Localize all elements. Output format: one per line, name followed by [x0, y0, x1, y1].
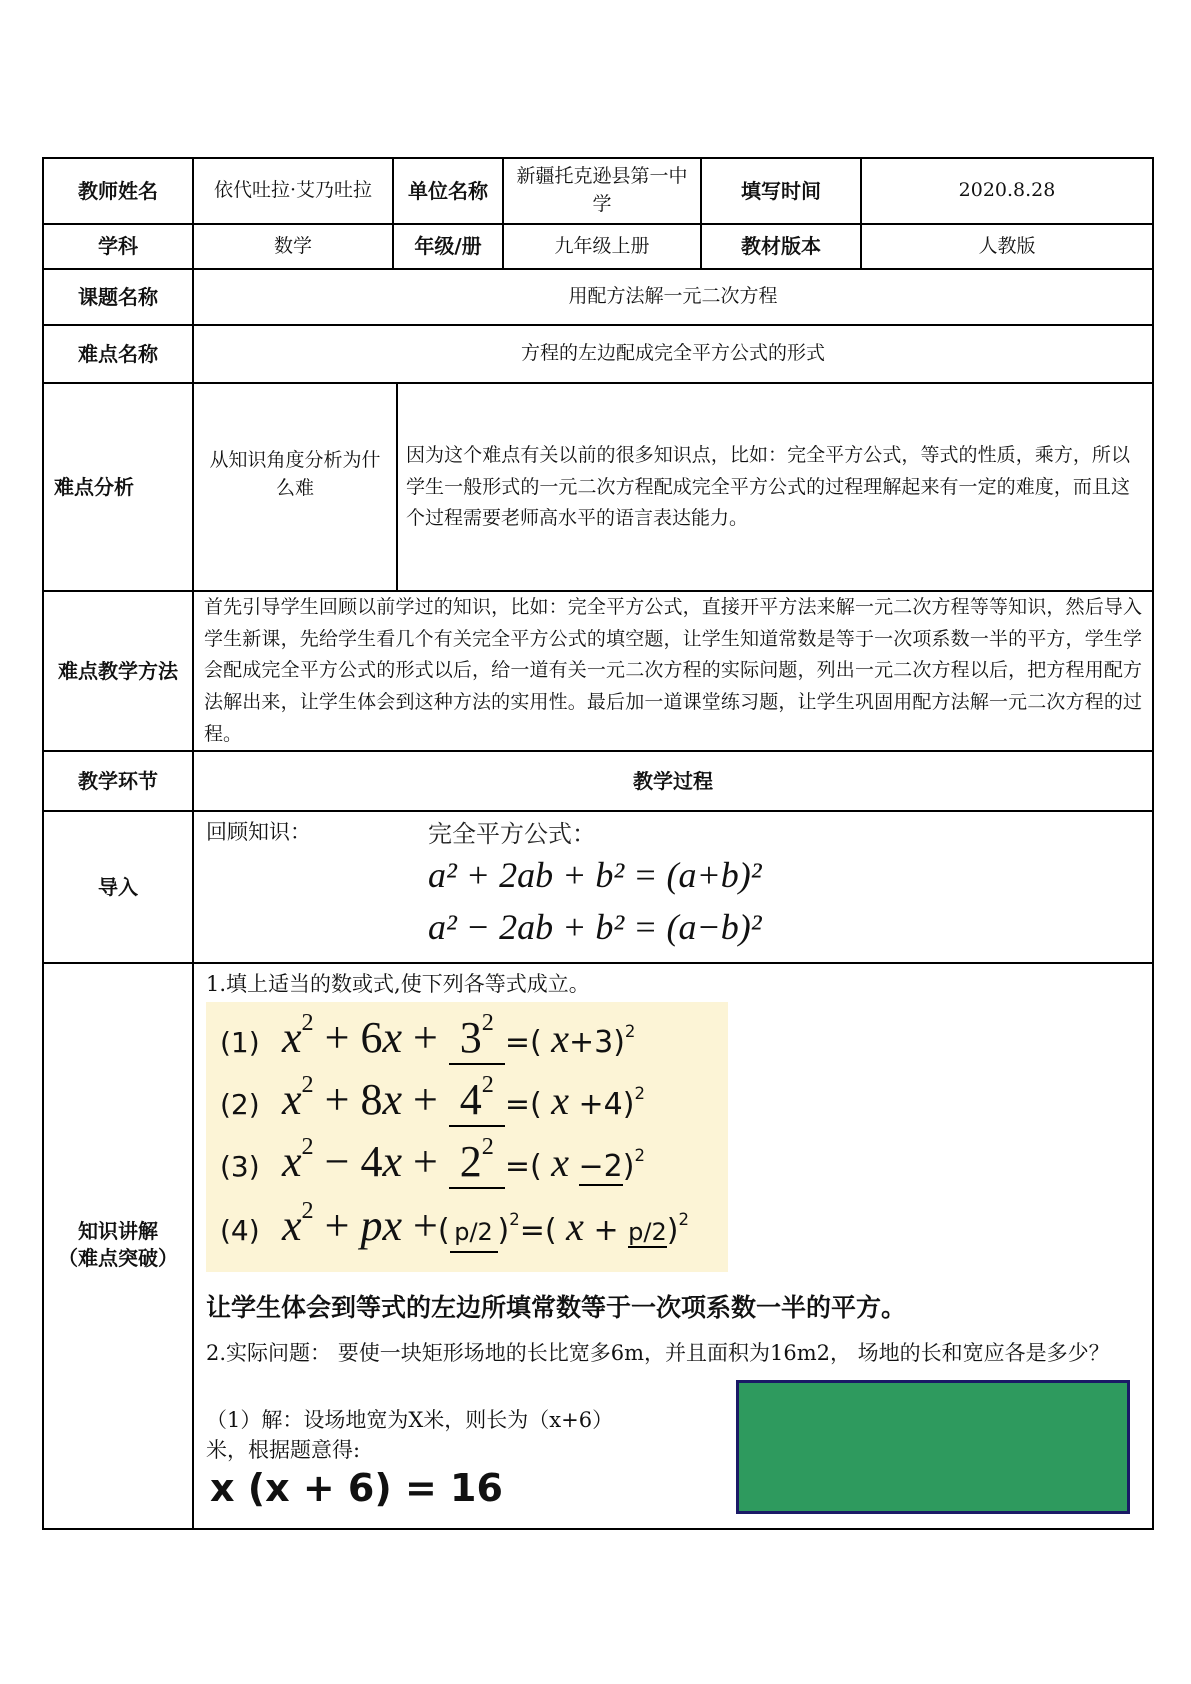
- fill-equation: $x^2 + 8x + 4^2=$( x +4)$^2$: [282, 1074, 645, 1127]
- fill-num: (4): [220, 1214, 260, 1247]
- method-text: 首先引导学生回顾以前学过的知识，比如：完全平方公式，直接开平方法来解一元二次方程等等知识，然后导入学生新课，先给学生看几个有关完全平方公式的填空题，让学生知道常数是等于一次项系数一半的平方，学生学会配成完全平方公式的形式以后，给一道有关一元二次方程的实际问题，列出一元二次方程以后，把方程用配方法解出来，让学生体会到这种方法的实用性。最后加一道课堂练习题，让学生巩固用配方法解一元二次方程的过程。: [204, 596, 1142, 745]
- formula-title: 完全平方公式：: [428, 820, 596, 848]
- subject-value: 数学: [273, 234, 312, 257]
- fill-equation: $x^2$ + px +( p/2 )$^2$=( x + p/2)$^2$: [282, 1200, 689, 1253]
- knowledge-label: [44, 1210, 192, 1280]
- unit-name-value: 新疆托克逊县第一中学: [516, 165, 688, 215]
- fill-rhs: −2: [578, 1149, 623, 1184]
- teacher-name-value: 依代吐拉·艾乃吐拉: [213, 179, 373, 202]
- fill-coef: 8: [360, 1075, 383, 1124]
- process-header-value: 教学过程: [633, 768, 713, 793]
- topic-value: 用配方法解一元二次方程: [568, 285, 778, 308]
- solution-line-2: 米，根据题意得:: [206, 1438, 361, 1462]
- fill-row-4: [220, 1197, 689, 1253]
- difficulty-label: 难点名称: [78, 341, 158, 366]
- fill-coef: 6: [360, 1013, 383, 1062]
- fill-num: (1): [220, 1026, 260, 1059]
- analysis-sub-label: 从知识角度分析为什么难: [209, 449, 381, 499]
- fill-num: (2): [220, 1088, 260, 1121]
- formula-sum-square: a² + 2ab + b² = (a+b)²: [428, 855, 762, 895]
- fill-sign: −: [324, 1137, 350, 1186]
- fill-row-3: [220, 1133, 645, 1189]
- fill-rhs: p/2: [628, 1218, 667, 1246]
- fill-coef: 4: [360, 1137, 383, 1186]
- analysis-label: 难点分析: [54, 474, 134, 499]
- knowledge-label-line2: （难点突破）: [58, 1246, 178, 1270]
- fill-blank: $4^2$: [449, 1074, 505, 1127]
- formula-diff-square: a² − 2ab + b² = (a−b)²: [428, 907, 762, 947]
- fill-blank-value: 2: [459, 1137, 482, 1186]
- fill-coef: p: [360, 1201, 383, 1250]
- intro-label: 导入: [98, 874, 138, 899]
- fill-date-value: 2020.8.28: [958, 179, 1056, 202]
- analysis-text: 因为这个难点有关以前的很多知识点，比如：完全平方公式，等式的性质，乘方，所以学生一般形式的一元二次方程配成完全平方公式的过程理解起来有一定的难度，而且这个过程需要老师高水平的语言表达能力。: [406, 444, 1130, 530]
- equation-text: x (x + 6) = 16: [210, 1466, 503, 1510]
- fill-blank-value: 4: [459, 1075, 482, 1124]
- fill-in-exercise-box: [206, 1002, 728, 1272]
- fill-date-label: 填写时间: [741, 178, 821, 203]
- process-header-label: 教学环节: [78, 768, 158, 793]
- fill-blank: $2^2$: [449, 1136, 505, 1189]
- fill-blank: $3^2$: [449, 1012, 505, 1065]
- fill-row-2: [220, 1071, 645, 1127]
- fill-equation: $x^2 + 6x + 3^2=$( x+3)$^2$: [282, 1012, 635, 1065]
- unit-name-label: 单位名称: [408, 178, 488, 203]
- difficulty-value: 方程的左边配成完全平方公式的形式: [520, 342, 825, 365]
- method-label: 难点教学方法: [58, 658, 178, 683]
- fill-equation: $x^2 - 4x + 2^2=$( x −2)$^2$: [282, 1136, 645, 1189]
- fill-num: (3): [220, 1150, 260, 1183]
- fill-row-1: [220, 1009, 636, 1065]
- review-text: 回顾知识：: [206, 820, 311, 844]
- question-2: 2.实际问题： 要使一块矩形场地的长比宽多6m，并且面积为16m2， 场地的长和宽应各是多少？: [206, 1341, 1110, 1365]
- fill-blank-value: 3: [459, 1013, 482, 1062]
- textbook-label: 教材版本: [741, 234, 821, 258]
- fill-rhs: 4: [603, 1087, 623, 1122]
- grade-value: 九年级上册: [554, 234, 650, 257]
- rectangle-field-shape: [736, 1380, 1130, 1514]
- subject-label: 学科: [98, 234, 138, 258]
- fill-rhs: 3: [594, 1025, 614, 1060]
- conclusion-text: 让学生体会到等式的左边所填常数等于一次项系数一半的平方。: [206, 1293, 907, 1322]
- solution-line-1: （1）解：设场地宽为X米，则长为（x+6）: [206, 1408, 614, 1432]
- textbook-value: 人教版: [978, 234, 1036, 257]
- fill-blank-value: p/2: [454, 1218, 493, 1246]
- topic-label: 课题名称: [78, 284, 158, 309]
- teacher-name-label: 教师姓名: [78, 178, 158, 203]
- question-1: 1.填上适当的数或式,使下列各等式成立。: [206, 972, 590, 996]
- grade-label: 年级/册: [414, 234, 482, 258]
- knowledge-label-line1: 知识讲解: [78, 1219, 158, 1243]
- fill-blank: [450, 1200, 498, 1253]
